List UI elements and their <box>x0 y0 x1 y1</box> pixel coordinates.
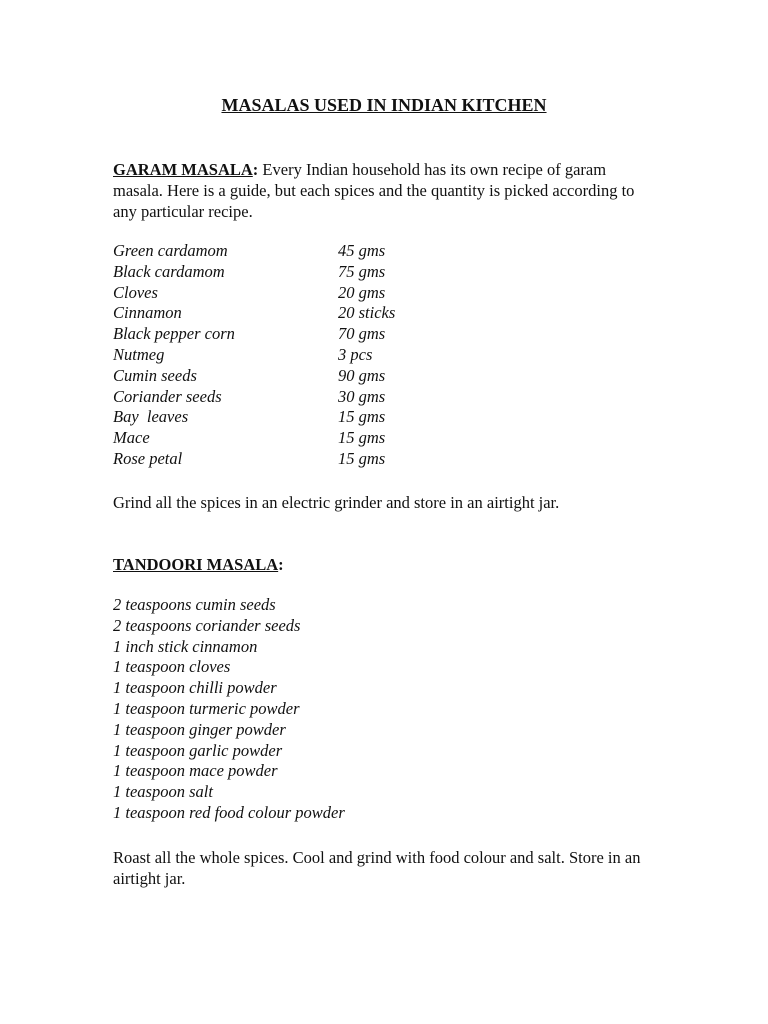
spice-name: Green cardamom <box>113 241 228 260</box>
spice-name: Bay leaves <box>113 407 189 427</box>
ingredient-item: 2 teaspoons coriander seeds <box>113 615 301 635</box>
spice-row <box>113 449 395 470</box>
ingredient-item: 1 teaspoon red food colour powder <box>113 802 345 822</box>
spice-name: Cinnamon <box>113 303 182 323</box>
spice-quantity: 30 gms <box>338 386 386 406</box>
spice-row <box>113 428 395 449</box>
garam-masala-heading-colon: : <box>252 160 259 179</box>
spice-name: Black cardamom <box>113 261 225 281</box>
spice-quantity: 90 gms <box>338 365 386 385</box>
spice-row <box>113 345 395 366</box>
document-title: MASALAS USED IN INDIAN KITCHEN <box>221 95 547 115</box>
spice-name: Cloves <box>113 282 158 302</box>
ingredient-item: 1 teaspoon cloves <box>113 657 231 677</box>
spice-quantity: 45 gms <box>338 241 386 260</box>
tandoori-masala-heading-text: TANDOORI MASALA <box>113 555 279 574</box>
ingredient-item: 1 inch stick cinnamon <box>113 636 258 656</box>
tandoori-masala-heading <box>113 554 658 575</box>
spice-row <box>113 283 395 304</box>
tandoori-masala-instruction: Roast all the whole spices. Cool and grind with food colour and salt. Store in an airtight jar. <box>113 848 641 888</box>
garam-masala-instruction: Grind all the spices in an electric grinder and store in an airtight jar. <box>113 493 560 512</box>
spice-quantity: 3 pcs <box>338 344 373 364</box>
tandoori-masala-ingredient-list <box>113 595 345 824</box>
spice-name: Black pepper corn <box>113 324 235 344</box>
spice-name: Mace <box>113 428 150 448</box>
spice-quantity: 15 gms <box>338 407 386 427</box>
spice-name: Nutmeg <box>113 344 165 364</box>
garam-masala-intro-text: Every Indian household has its own recipe of garam masala. Here is a guide, but each spices and the quantity is picked according to any particular recipe. <box>113 160 635 221</box>
spice-row <box>113 303 395 324</box>
spice-row <box>113 407 395 428</box>
spice-quantity: 20 sticks <box>338 303 396 323</box>
spice-name: Coriander seeds <box>113 386 222 406</box>
garam-masala-heading <box>113 160 258 179</box>
spice-row <box>113 262 395 283</box>
ingredient-item: 2 teaspoons cumin seeds <box>113 595 276 614</box>
ingredient-item: 1 teaspoon salt <box>113 782 213 802</box>
tandoori-masala-heading-colon: : <box>278 555 284 574</box>
spice-row <box>113 366 395 387</box>
garam-masala-intro <box>113 159 658 222</box>
ingredient-item: 1 teaspoon garlic powder <box>113 740 283 760</box>
garam-masala-heading-text: GARAM MASALA <box>113 160 253 179</box>
ingredient-item: 1 teaspoon ginger powder <box>113 719 286 739</box>
ingredient-item: 1 teaspoon chilli powder <box>113 678 277 698</box>
spice-name: Rose petal <box>113 448 183 468</box>
spice-quantity: 75 gms <box>338 261 386 281</box>
spice-row <box>113 387 395 408</box>
spice-quantity: 15 gms <box>338 428 386 448</box>
spice-row <box>113 324 395 345</box>
spice-quantity: 20 gms <box>338 282 386 302</box>
spice-name: Cumin seeds <box>113 365 197 385</box>
spice-quantity: 15 gms <box>338 448 386 468</box>
spice-quantity: 70 gms <box>338 324 386 344</box>
ingredient-item: 1 teaspoon mace powder <box>113 761 278 781</box>
garam-masala-spice-table <box>113 241 395 470</box>
ingredient-item: 1 teaspoon turmeric powder <box>113 698 300 718</box>
spice-row <box>113 241 395 262</box>
